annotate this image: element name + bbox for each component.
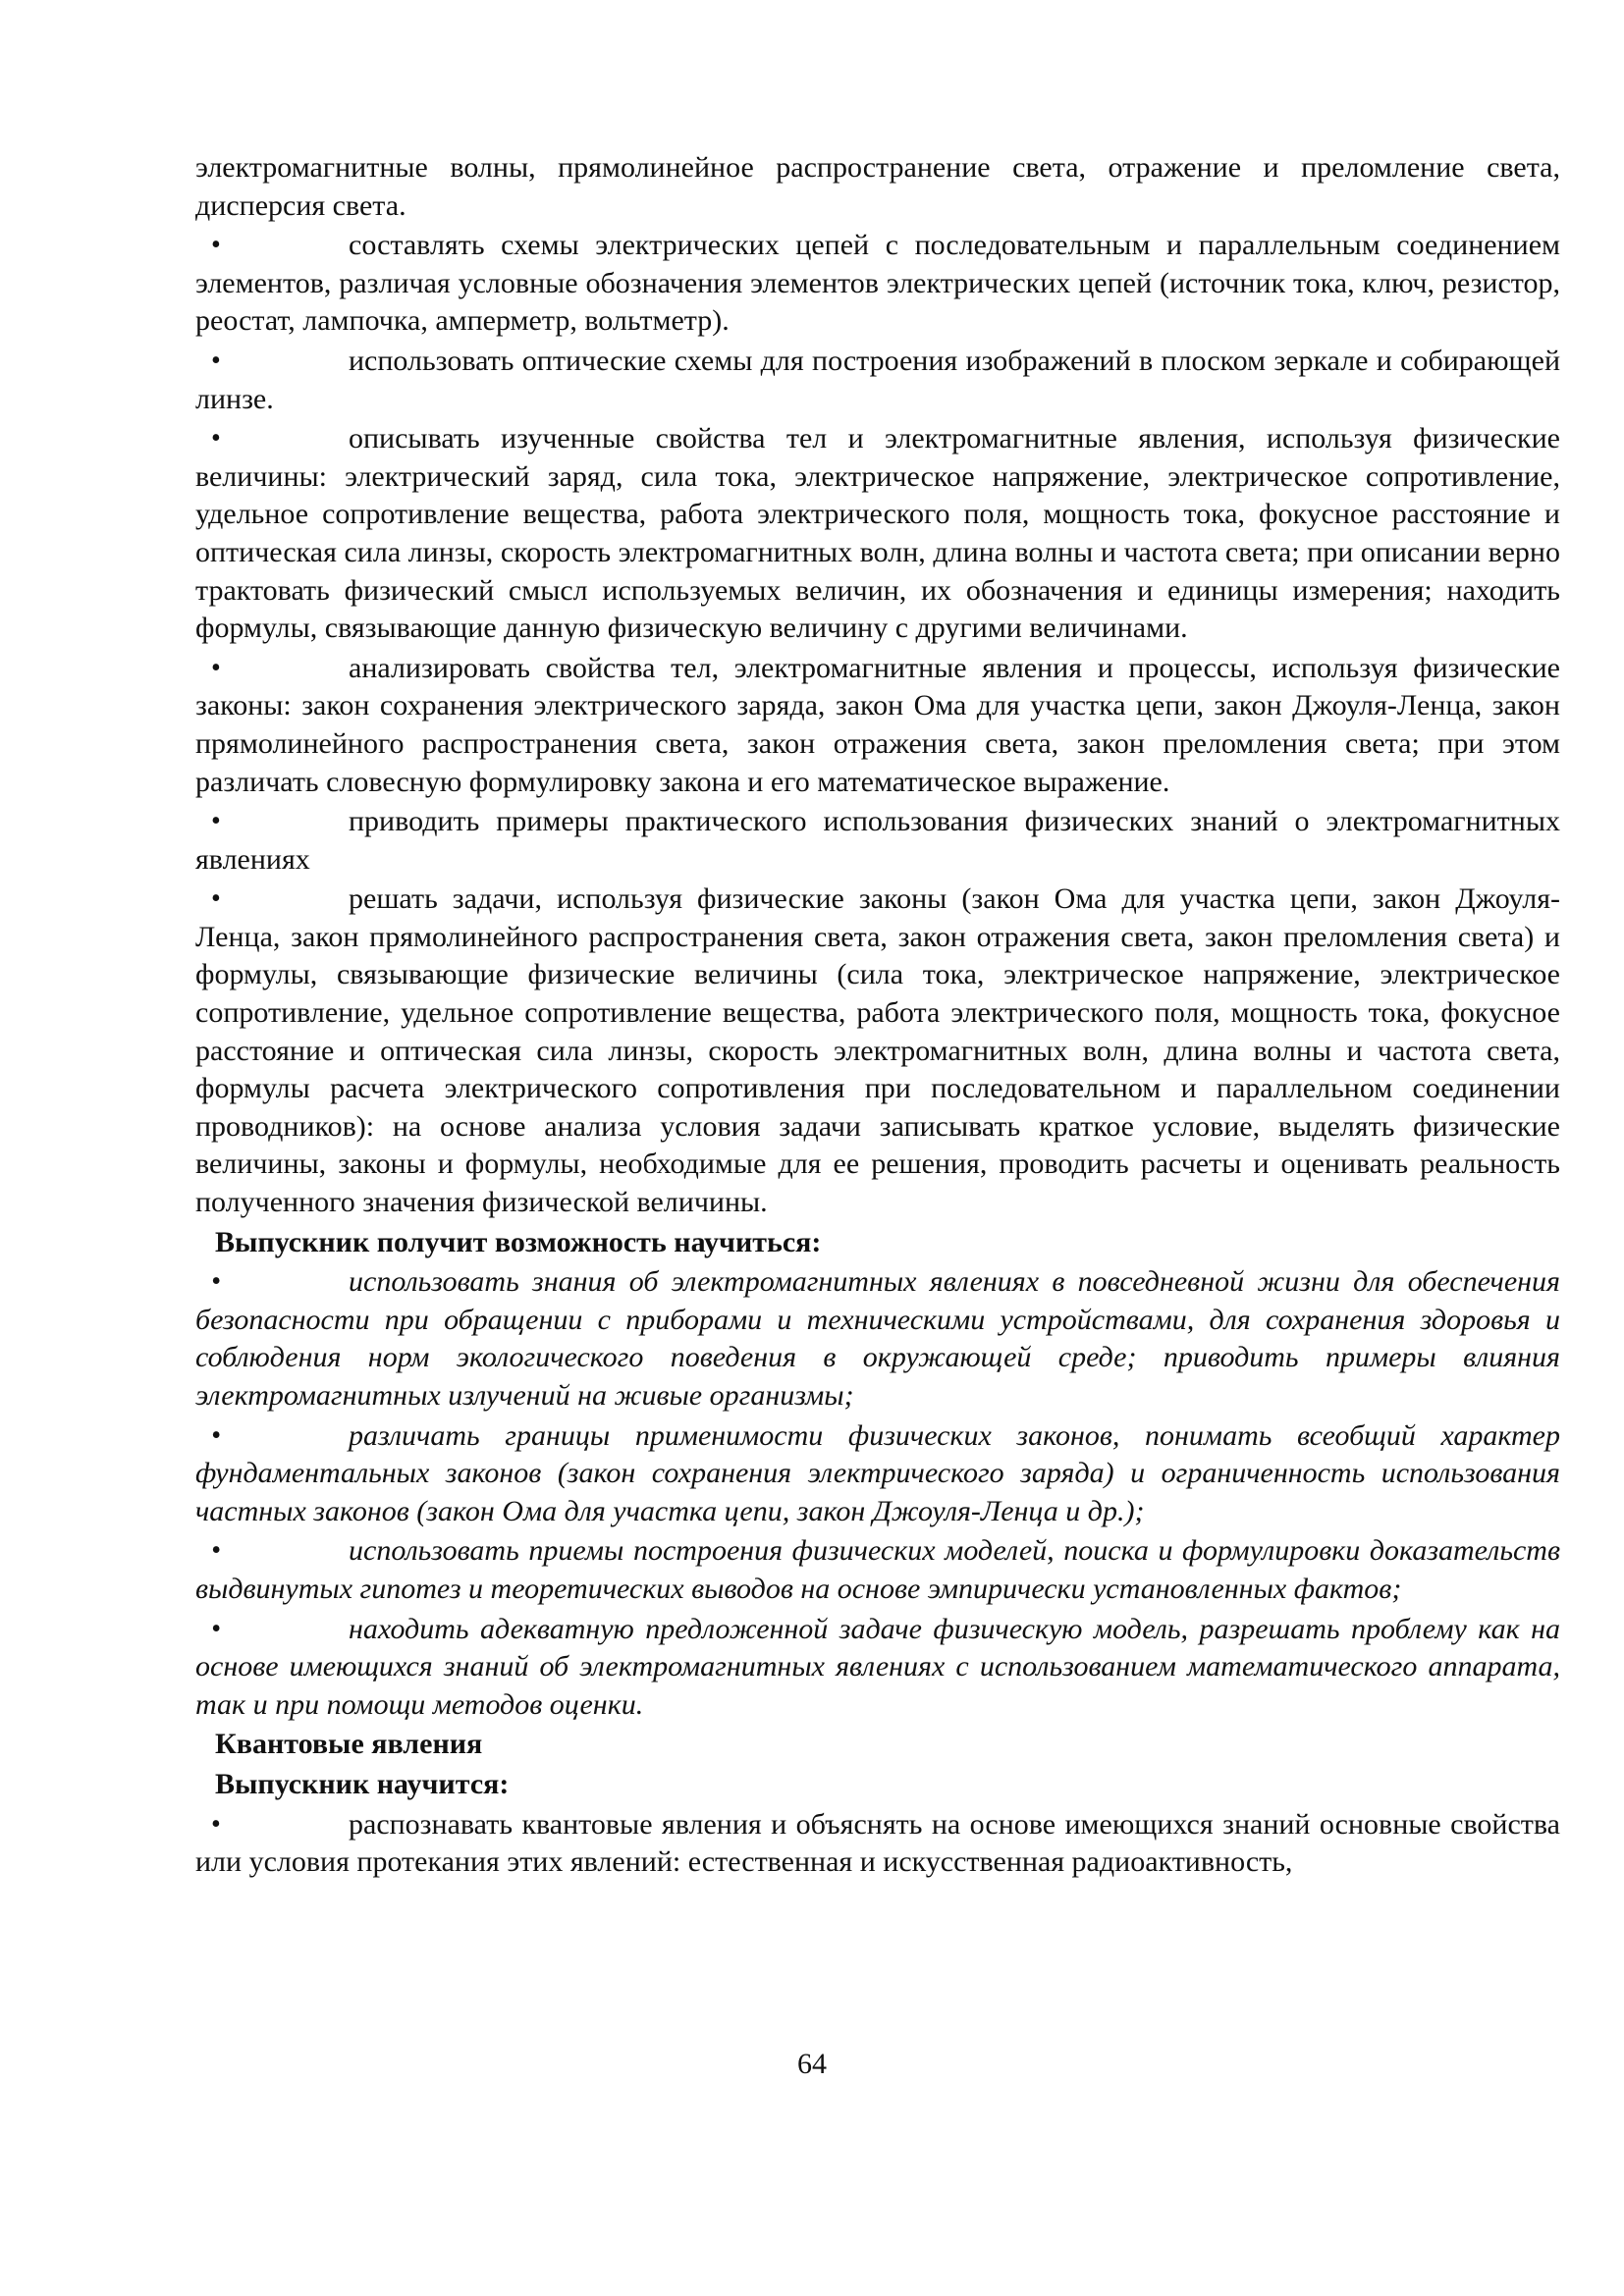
list-item bbox=[195, 420, 1560, 648]
bullet-icon: • bbox=[211, 423, 221, 454]
list-item-text: решать задачи, используя физические законы (закон Ома для участка цепи, закон Джоуля-Ленца, закон прямолинейного распространения света, закон отражения света, закон преломления света) и формулы, связывающие физические величины (сила тока, электрическое напряжение, электрическое сопротивление, удельное сопротивление вещества, работа электрического поля, мощность тока, фокусное расстояние и оптическая сила линзы, скорость электромагнитных волн, длина волны и частота света, формулы расчета электрического сопротивления при последовательном и параллельном соединении проводников): на основе анализа условия задачи записывать краткое условие, выделять физические величины, законы и формулы, необходимые для ее решения, проводить расчеты и оценивать реальность полученного значения физической величины. bbox=[195, 882, 1560, 1219]
page-number: 64 bbox=[797, 2048, 827, 2080]
list-item-text: составлять схемы электрических цепей с последовательным и параллельным соединением элементов, различая условные обозначения элементов электрических цепей (источник тока, ключ, резистор, реостат, лампочка, амперметр, вольтметр). bbox=[195, 229, 1560, 338]
list-item-text: находить адекватную предложенной задаче физическую модель, разрешать проблему как на основе имеющихся знаний об электромагнитных явлениях с использованием математического аппарата, так и при помощи методов оценки. bbox=[195, 1612, 1560, 1721]
document-page bbox=[195, 149, 1560, 1882]
list-item bbox=[195, 1532, 1560, 1608]
list-item bbox=[195, 343, 1560, 418]
list-item-text: различать границы применимости физических законов, понимать всеобщий характер фундаментальных законов (закон сохранения электрического заряда) и ограниченность использования частных законов (закон Ома для участка цепи, закон Джоуля-Ленца и др.); bbox=[195, 1418, 1560, 1527]
bullet-icon: • bbox=[211, 1535, 221, 1567]
list-item bbox=[195, 1263, 1560, 1415]
list-item-text: описывать изученные свойства тел и электромагнитные явления, используя физические величины: электрический заряд, сила тока, электрическое напряжение, электрическое сопротивление, удельное сопротивление вещества, работа электрического поля, мощность тока, фокусное расстояние и оптическая сила линзы, скорость электромагнитных волн, длина волны и частота света; при описании верно трактовать физический смысл используемых величин, их обозначения и единицы измерения; находить формулы, связывающие данную физическую величину с другими величинами. bbox=[195, 422, 1560, 645]
bullet-icon: • bbox=[211, 1266, 221, 1298]
list-item-text: анализировать свойства тел, электромагнитные явления и процессы, используя физические законы: закон сохранения электрического заряда, закон Ома для участка цепи, закон Джоуля-Ленца, закон прямолинейного распространения света, закон отражения света, закон преломления света; при этом различать словесную формулировку закона и его математическое выражение. bbox=[195, 651, 1560, 798]
bullet-icon: • bbox=[211, 345, 221, 376]
list-item bbox=[195, 803, 1560, 879]
bullet-icon: • bbox=[211, 652, 221, 683]
list-item bbox=[195, 227, 1560, 341]
list-item bbox=[195, 1806, 1560, 1882]
intro-paragraph: электромагнитные волны, прямолинейное распространение света, отражение и преломление света, дисперсия света. bbox=[195, 151, 1560, 222]
list-item-text: распознавать квантовые явления и объяснять на основе имеющихся знаний основные свойства или условия протекания этих явлений: естественная и искусственная радиоактивность, bbox=[195, 1807, 1560, 1879]
list-item-text: использовать знания об электромагнитных явлениях в повседневной жизни для обеспечения безопасности при обращении с приборами и техническими устройствами, для сохранения здоровья и соблюдения норм экологического поведения в окружающей среде; приводить примеры влияния электромагнитных излучений на живые организмы; bbox=[195, 1265, 1560, 1412]
list-item-text: использовать приемы построения физических моделей, поиска и формулировки доказательств выдвинутых гипотез и теоретических выводов на основе эмпирически установленных фактов; bbox=[195, 1534, 1560, 1605]
section-heading-quantum: Квантовые явления bbox=[215, 1728, 483, 1761]
bullet-icon: • bbox=[211, 806, 221, 837]
list-item bbox=[195, 650, 1560, 801]
section-heading-learn: Выпускник научится: bbox=[215, 1767, 510, 1800]
list-item-text: приводить примеры практического использования физических знаний о электромагнитных явлениях bbox=[195, 805, 1560, 876]
list-item-text: использовать оптические схемы для построения изображений в плоском зеркале и собирающей линзе. bbox=[195, 344, 1560, 415]
list-item bbox=[195, 1611, 1560, 1725]
bullet-icon: • bbox=[211, 1613, 221, 1644]
bullet-icon: • bbox=[211, 1808, 221, 1840]
bullet-icon: • bbox=[211, 230, 221, 261]
list-item bbox=[195, 881, 1560, 1221]
bullet-icon: • bbox=[211, 1419, 221, 1451]
section-heading-opportunity: Выпускник получит возможность научиться: bbox=[215, 1225, 822, 1258]
bullet-icon: • bbox=[211, 883, 221, 915]
list-item bbox=[195, 1417, 1560, 1531]
